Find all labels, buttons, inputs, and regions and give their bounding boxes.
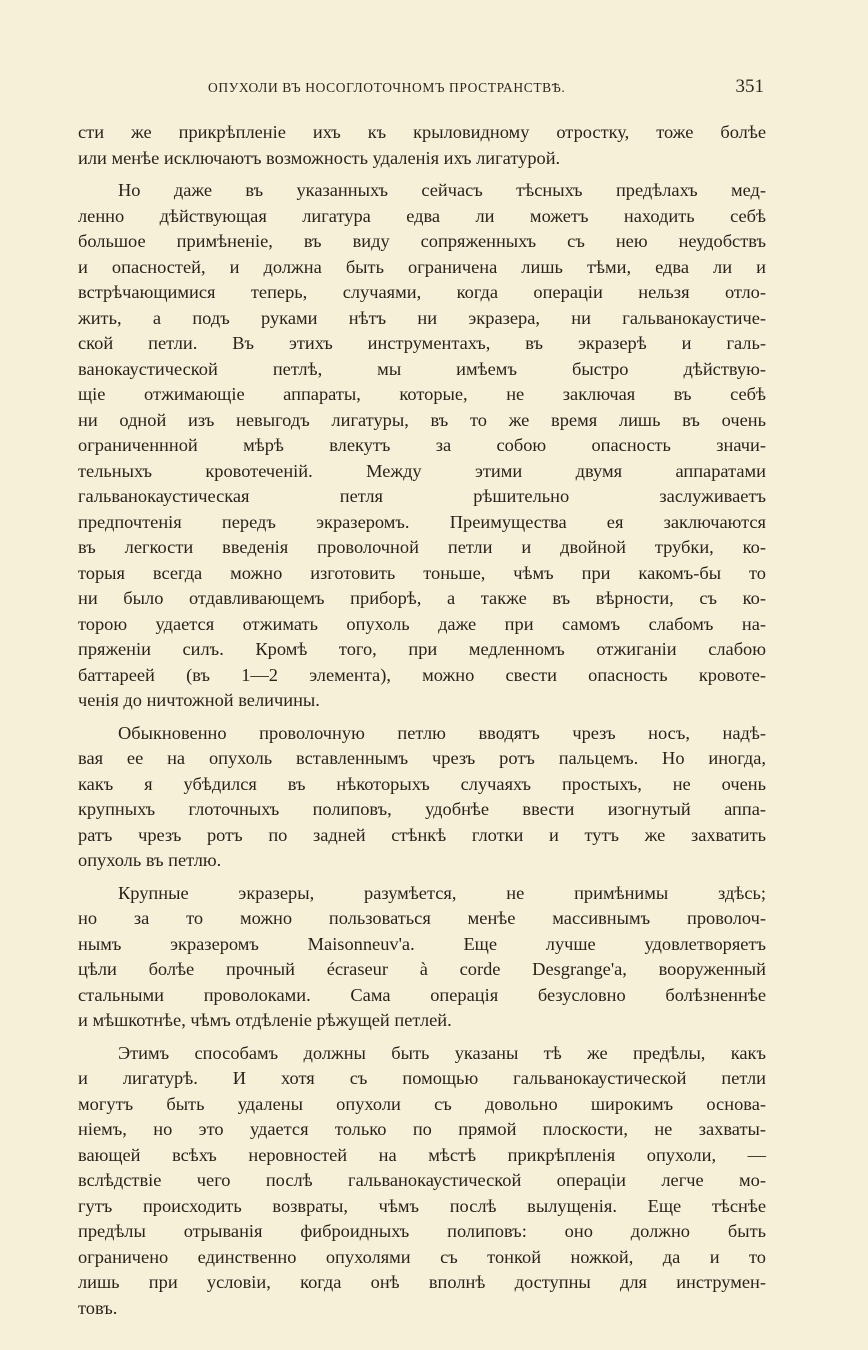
text-line: вслѣдствіе чего послѣ гальванокаустической операціи легче мо- <box>78 1170 766 1190</box>
text-line: крупныхъ глоточныхъ полиповъ, удобнѣе ввести изогнутый аппа- <box>78 799 766 819</box>
text-line: цѣли болѣе прочный écraseur à corde Desgrange'а, вооруженный <box>78 959 766 979</box>
text-line: могутъ быть удалены опухоли съ довольно широкимъ основа- <box>78 1093 766 1114</box>
paragraph <box>78 178 766 714</box>
text-line: баттареей (въ 1—2 элемента), можно свести опасность кровоте- <box>78 664 766 685</box>
text-line: Этимъ способамъ должны быть указаны тѣ же предѣлы, какъ <box>118 1042 766 1063</box>
text-line: Обыкновенно проволочную петлю вводятъ чрезъ носъ, надѣ- <box>118 722 766 743</box>
text-line: и опасностей, и должна быть ограничена лишь тѣми, едва ли и <box>78 256 766 277</box>
text-line: щіе отжимающіе аппараты, которые, не заключая въ себѣ <box>78 384 766 404</box>
text-line: пряженіи силъ. Кромѣ того, при медленномъ отжиганіи слабою <box>78 639 766 659</box>
text-line: ніемъ, но это удается только по прямой плоскости, не захваты- <box>78 1119 766 1139</box>
text-line: Крупные экразеры, разумѣется, не примѣнимы здѣсь; <box>118 882 766 903</box>
text-line: ни одной изъ невыгодъ лигатуры, въ то же время лишь въ очень <box>78 409 766 430</box>
paragraph <box>78 120 766 171</box>
text-line: или менѣе исключаютъ возможность удаленія ихъ лигатурой. <box>78 147 561 168</box>
text-line: гутъ происходить возвраты, чѣмъ послѣ вылущенія. Еще тѣснѣе <box>78 1195 766 1216</box>
text-line: большое примѣненіе, въ виду сопряженныхъ съ нею неудобствъ <box>78 231 766 251</box>
text-line: но за то можно пользоваться менѣе массивнымъ проволоч- <box>78 908 766 928</box>
text-line: и мѣшкотнѣе, чѣмъ отдѣленіе рѣжущей петлей. <box>78 1010 452 1030</box>
page-number: 351 <box>735 76 764 97</box>
text-line: ванокаустической петлѣ, мы имѣемъ быстро дѣйствую- <box>78 358 766 379</box>
text-line: предѣлы отрыванія фиброидныхъ полиповъ: оно должно быть <box>78 1221 766 1241</box>
text-line: нымъ экразеромъ Maisonneuv'а. Еще лучше удовлетворяетъ <box>78 933 766 954</box>
text-line: ской петли. Въ этихъ инструментахъ, въ экразерѣ и галь- <box>78 333 766 353</box>
paragraph <box>78 721 766 874</box>
running-head-title: ОПУХОЛИ ВЪ НОСОГЛОТОЧНОМЪ ПРОСТРАНСТВѢ. <box>208 80 566 95</box>
text-line: ограниченнной мѣрѣ влекутъ за собою опасность значи- <box>78 435 766 455</box>
text-line: ограничено единственно опухолями съ тонкой ножкой, да и то <box>78 1246 766 1267</box>
text-line: опухоль въ петлю. <box>78 850 222 870</box>
text-line: вая ее на опухоль вставленнымъ чрезъ ротъ пальцемъ. Но иногда, <box>78 748 766 768</box>
text-line: ченія до ничтожной величины. <box>78 690 320 710</box>
text-line: гальванокаустическая петля рѣшительно заслуживаетъ <box>78 486 766 506</box>
text-line: въ легкости введенія проволочной петли и двойной трубки, ко- <box>78 537 766 557</box>
text-line: ни было отдавливающемъ приборѣ, а также въ вѣрности, съ ко- <box>78 588 766 608</box>
text-line: сти же прикрѣпленіе ихъ къ крыловидному отростку, тоже болѣе <box>78 122 766 142</box>
text-line: лишь при условіи, когда онѣ вполнѣ доступны для инструмен- <box>78 1272 766 1292</box>
text-line: торою удается отжимать опухоль даже при самомъ слабомъ на- <box>78 613 766 634</box>
text-line: и лигатурѣ. И хотя съ помощью гальванокаустической петли <box>78 1068 766 1088</box>
text-line: Но даже въ указанныхъ сейчасъ тѣсныхъ предѣлахъ мед- <box>118 180 766 200</box>
text-line: ленно дѣйствующая лигатура едва ли можетъ находить себѣ <box>78 205 766 226</box>
text-line: встрѣчающимися теперь, случаями, когда операціи нельзя отло- <box>78 282 766 302</box>
text-line: какъ я убѣдился въ нѣкоторыхъ случаяхъ простыхъ, не очень <box>78 773 766 794</box>
text-line: вающей всѣхъ неровностей на мѣстѣ прикрѣпленія опухоли, — <box>78 1144 766 1165</box>
text-line: тельныхъ кровотеченій. Между этими двумя аппаратами <box>78 460 766 481</box>
body-text <box>78 120 766 1321</box>
text-line: товъ. <box>78 1297 118 1318</box>
running-head <box>78 76 768 104</box>
text-line: жить, а подъ руками нѣтъ ни экразера, ни гальванокаустиче- <box>78 307 766 328</box>
paragraph <box>78 1041 766 1322</box>
paragraph <box>78 881 766 1034</box>
text-line: ратъ чрезъ ротъ по задней стѣнкѣ глотки и тутъ же захватить <box>78 824 766 845</box>
text-line: предпочтенія передъ экразеромъ. Преимущества ея заключаются <box>78 511 766 532</box>
text-line: стальными проволоками. Сама операція безусловно болѣзненнѣе <box>78 984 766 1005</box>
text-line: торыя всегда можно изготовить тоньше, чѣмъ при какомъ-бы то <box>78 562 766 583</box>
